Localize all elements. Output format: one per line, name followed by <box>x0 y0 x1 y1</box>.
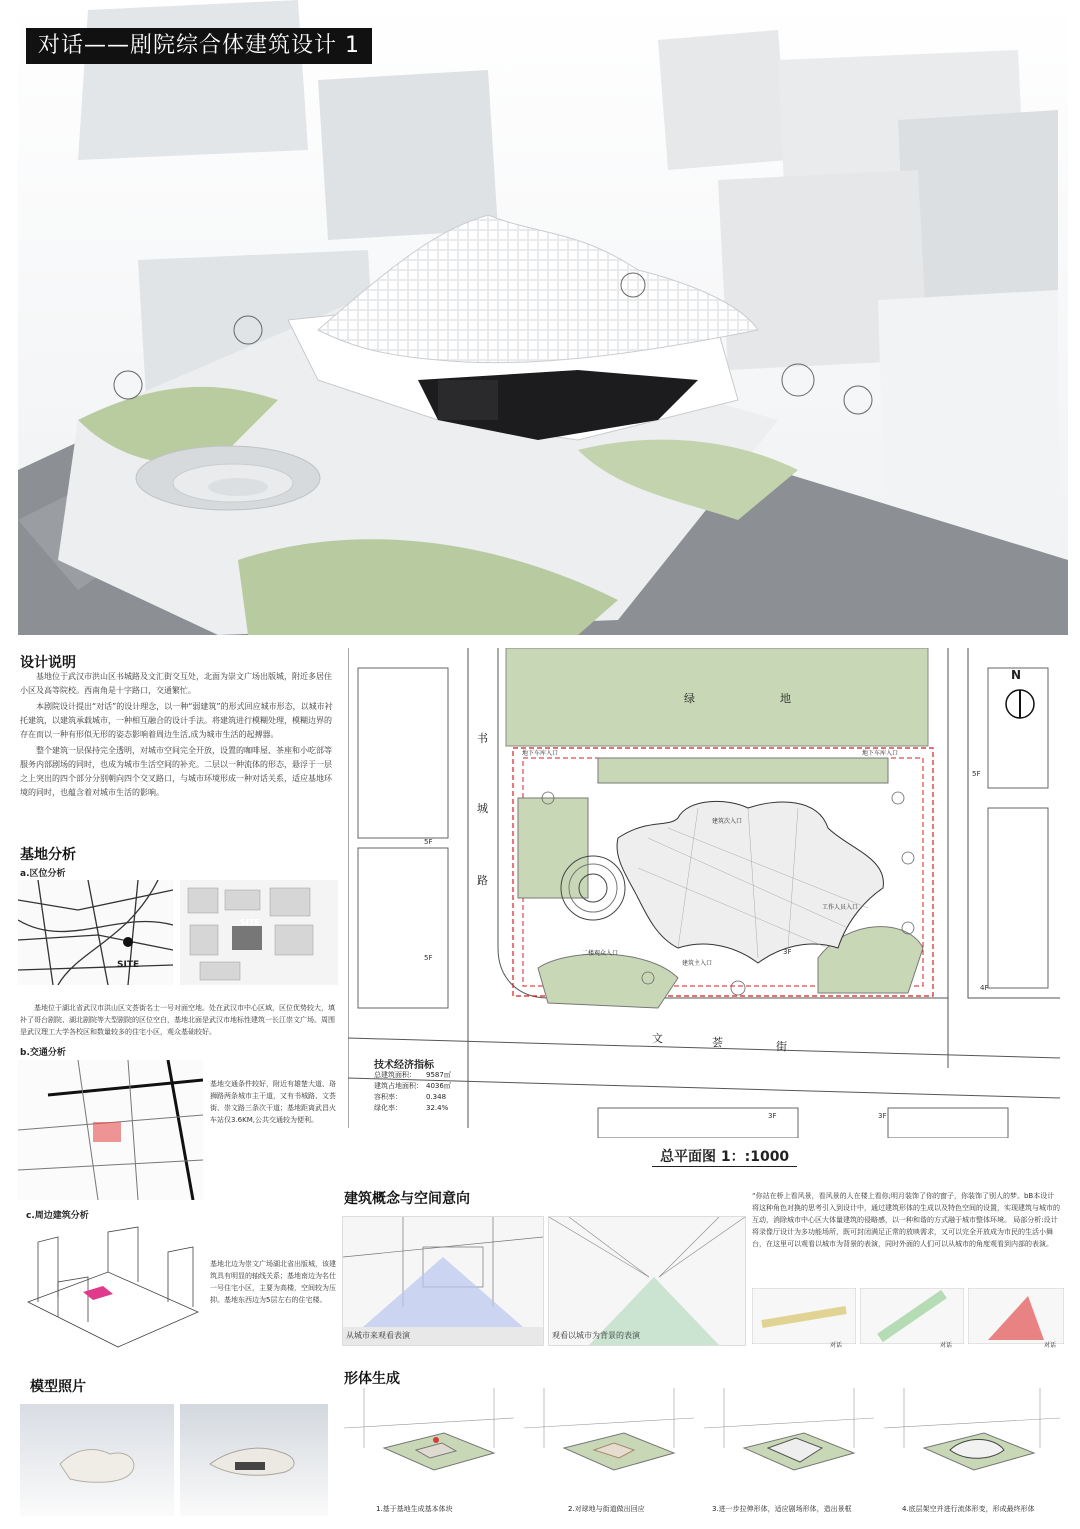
traffic-map <box>18 1060 203 1200</box>
location-site-label: SITE <box>117 960 140 970</box>
district-site-label: SITE <box>240 918 260 927</box>
dialogue-label-3: 对话 <box>1044 1342 1057 1349</box>
form-step-4-diagram <box>884 1388 1060 1492</box>
dialogue-diagram-2 <box>860 1288 964 1344</box>
model-photo-2 <box>180 1404 328 1516</box>
floor-label-6: 3F <box>768 1112 777 1120</box>
form-step-2-caption: 2.对球地与街道做出回应 <box>568 1505 645 1513</box>
location-analysis-title: a.区位分析 <box>20 869 66 879</box>
floor-label-7: 3F <box>878 1112 887 1120</box>
page-title: 对话——剧院综合体建筑设计 1 <box>26 28 372 64</box>
concept-text: “你站在桥上看风景，看风景的人在楼上看你;明月装饰了你的窗子，你装饰了别人的梦。bB本设计将这种角色对换的思考引入到设计中，通过建筑形体的生成以及特色空间的设置，实现建筑与城市的互动，消除城市中心区大体量建筑的侵略感，以一种和谐的方式融于城市整体环境。 局部分析:设计将录像厅设计为多功能场所，既可封闭满足正常的放映需求，又可以完全开放成为市民的生活小舞台，在这里可以观看以城市为背景的表演，同时外面的人们可以从城市的角度观看到内部的表演。 <box>752 1192 1060 1248</box>
north-label: N <box>1011 668 1022 682</box>
green-label-1: 绿 <box>684 692 695 705</box>
model-heading: 模型照片 <box>30 1379 86 1395</box>
design-notes-p2: 本剧院设计提出“对话”的设计理念，以一种“弱建筑”的形式回应城市形态，以城市衬托建筑，以建筑承载城市，一种相互融合的设计手法。将建筑进行模糊处理，模糊边界的存在而以一种有形似无形的姿态影响着周边生活,成为城市生活的起搏器。 <box>20 702 333 739</box>
form-step-1-diagram <box>344 1388 514 1492</box>
location-map-district <box>180 880 338 985</box>
floor-label-5: 3F <box>783 948 792 956</box>
dialogue-label-1: 对话 <box>830 1342 843 1349</box>
traffic-analysis-title: b.交通分析 <box>20 1048 66 1058</box>
tech-row: 建筑占地面积： 4036㎡ <box>374 1082 451 1090</box>
floor-label-3: 5F <box>424 954 433 962</box>
road-west-1: 书 <box>477 732 488 745</box>
site-plan-caption: 总平面图 1：:1000 <box>652 1146 797 1167</box>
entrance-main: 建筑主入口 <box>682 960 713 967</box>
form-heading: 形体生成 <box>344 1371 400 1387</box>
entrance-secondary: 建筑次入口 <box>712 818 743 825</box>
tech-row: 容积率： 0.348 <box>374 1093 447 1101</box>
concept-image-2 <box>548 1216 746 1346</box>
surround-axonometric <box>18 1222 203 1352</box>
form-step-4-caption: 4.底层架空并进行流体形变，形成最终形体 <box>902 1505 1035 1513</box>
model-photo-1 <box>20 1404 174 1516</box>
road-west-2: 城 <box>477 802 488 815</box>
tech-row: 绿化率： 32.4% <box>374 1104 449 1112</box>
road-south-1: 文 <box>652 1032 663 1045</box>
tech-row: 总建筑面积： 9587㎡ <box>374 1071 451 1079</box>
traffic-analysis-text: 基地交通条件较好，附近有雄楚大道、珞狮路两条城市主干道，又有书城路、文荟街、崇文路三条次干道；基地距离武昌火车站仅3.6KM,公共交通较为便利。 <box>210 1080 336 1124</box>
road-south-3: 街 <box>776 1040 787 1053</box>
road-west-3: 路 <box>477 874 488 887</box>
location-analysis-text: 基地位于湖北省武汉市洪山区文荟街名士一号对面空地。处在武汉市中心区域，区位优势较大，填补了哥台剧院、湖北剧院等大型剧院的区位空白，基地北面是武汉市地标性建筑一长江崇文广场。周围是武汉理工大学各校区和数量较多的住宅小区，观众基础较好。 <box>20 1004 335 1036</box>
floor-label-1: 5F <box>972 770 981 778</box>
surround-analysis-text: 基地北边为崇文广场湖北省出版城，该建筑具有明显的轴线关系；基地南边为名仕一号住宅小区，主要为高楼，空间较为压抑。基地东西边为5层左右的住宅楼。 <box>210 1260 336 1304</box>
design-notes-p3: 整个建筑一层保持完全透明，对城市空间完全开放，设置的咖啡屋、茶座和小吃部等服务内部剧场的同时，也成为城市生活空间的补充。二层以一种流体的形态，悬浮于一层之上突出的四个部分分别朝向四个交叉路口，与城市环境形成一种对话关系，适应基地环境的同时，也蕴含着对城市生活的影响。 <box>20 746 332 797</box>
entrance-staff: 工作人员入口 <box>822 904 859 911</box>
design-notes-p1: 基地位于武汉市洪山区书城路及文汇街交互处，北面为崇文广场出版城，附近多居住小区及高等院校。西南角是十字路口，交通繁忙。 <box>20 672 332 695</box>
floor-label-2: 5F <box>424 838 433 846</box>
concept-heading: 建筑概念与空间意向 <box>344 1191 470 1207</box>
dialogue-diagram-3 <box>968 1288 1064 1344</box>
design-notes-heading: 设计说明 <box>20 655 76 671</box>
entrance-2f-audience: 二楼观众入口 <box>582 950 619 957</box>
dialogue-diagram-1 <box>752 1288 856 1344</box>
concept-image-1 <box>342 1216 544 1346</box>
dialogue-label-2: 对话 <box>940 1342 953 1349</box>
floor-label-4: 4F <box>980 984 989 992</box>
tech-table <box>374 1070 451 1114</box>
concept-caption-2: 观看以城市为背景的表演 <box>552 1331 640 1340</box>
site-plan <box>348 648 1060 1138</box>
green-label-2: 地 <box>780 692 791 705</box>
form-step-2-diagram <box>524 1388 694 1492</box>
hero-rendering <box>18 0 1068 635</box>
form-step-1-caption: 1.基于基地生成基本体块 <box>376 1505 453 1513</box>
location-map-city <box>18 880 173 985</box>
entrance-garage-2: 地下车库入口 <box>862 750 899 757</box>
design-notes-text <box>20 670 338 802</box>
road-south-2: 荟 <box>712 1036 723 1049</box>
concept-caption-1: 从城市来观看表演 <box>346 1331 410 1340</box>
form-step-3-diagram <box>704 1388 874 1492</box>
site-analysis-heading: 基地分析 <box>20 847 76 863</box>
entrance-garage-1: 地下车库入口 <box>522 750 559 757</box>
form-step-3-caption: 3.进一步拉伸形体，适应剧场形体，造出景框 <box>712 1505 852 1513</box>
surround-analysis-title: c.周边建筑分析 <box>26 1211 89 1221</box>
tech-title: 技术经济指标 <box>374 1060 434 1071</box>
